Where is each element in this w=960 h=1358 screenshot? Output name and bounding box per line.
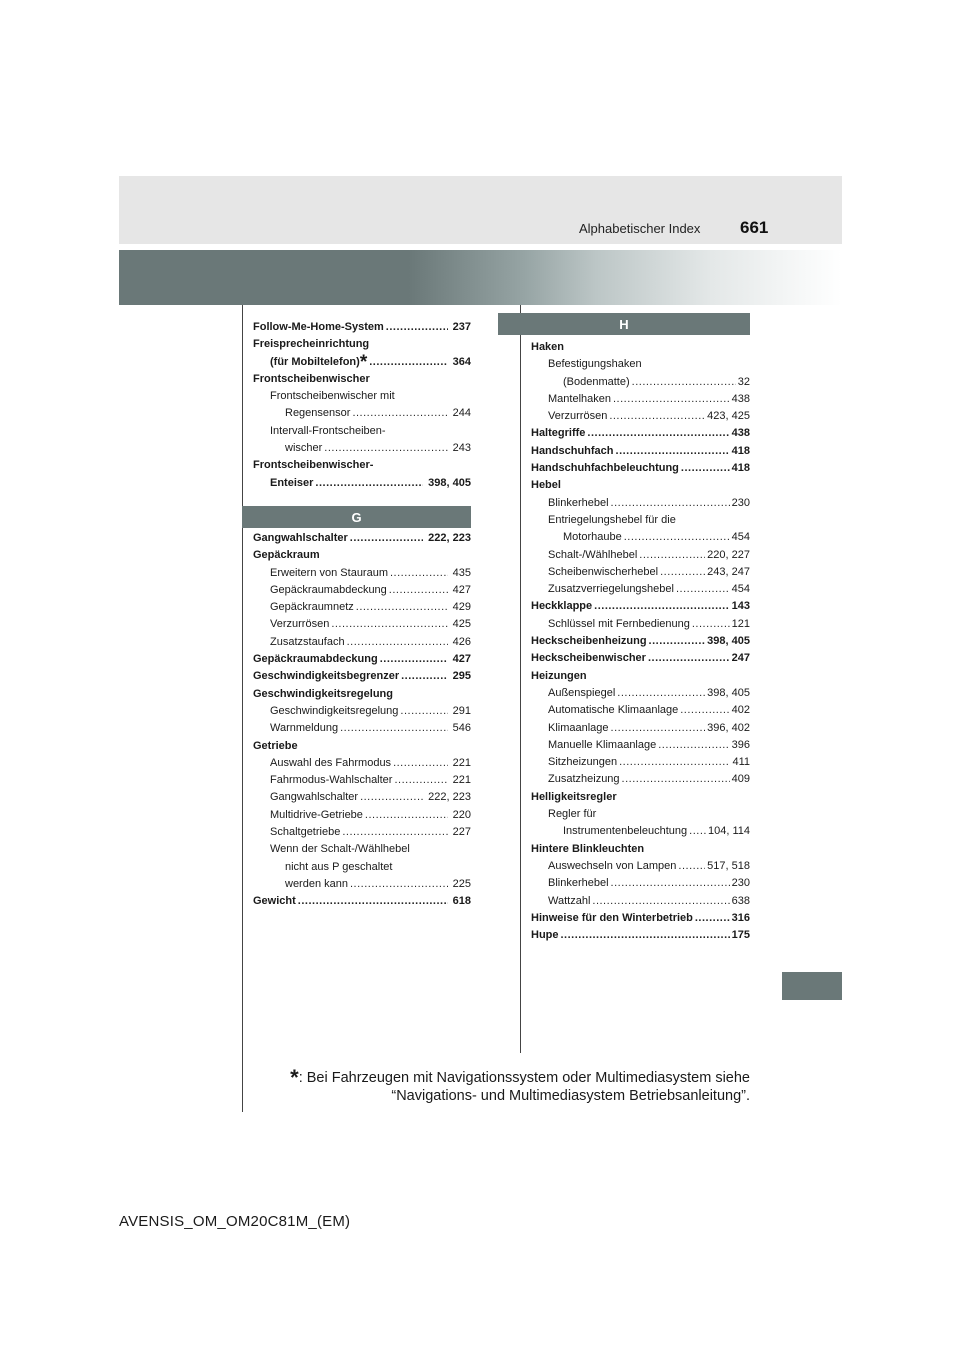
entry-term: Zusatzheizung bbox=[548, 773, 620, 786]
entry-page-ref: 243, 247 bbox=[707, 565, 750, 578]
index-entry bbox=[253, 582, 471, 599]
dot-leader bbox=[594, 598, 729, 615]
index-entry bbox=[531, 737, 750, 754]
index-entry bbox=[253, 319, 471, 336]
entry-page-ref: 364 bbox=[452, 355, 471, 368]
index-entry bbox=[253, 841, 471, 858]
index-entry bbox=[253, 651, 471, 668]
index-entry bbox=[531, 339, 750, 356]
index-entry bbox=[531, 702, 750, 719]
entry-term: Mantelhaken bbox=[548, 392, 611, 405]
dot-leader bbox=[347, 634, 448, 651]
entry-page-ref: 230 bbox=[731, 496, 750, 509]
dot-leader bbox=[342, 824, 447, 841]
entry-page-ref: 220, 227 bbox=[707, 548, 750, 561]
entry-page-ref: 222, 223 bbox=[428, 791, 471, 804]
entry-page-ref: 427 bbox=[452, 653, 471, 666]
index-entry bbox=[531, 858, 750, 875]
index-column-right bbox=[531, 339, 750, 944]
dot-leader bbox=[658, 737, 729, 754]
index-entry bbox=[531, 547, 750, 564]
index-entry bbox=[531, 789, 750, 806]
entry-page-ref: 418 bbox=[731, 462, 750, 475]
entry-page-ref: 402 bbox=[731, 704, 750, 717]
dot-leader bbox=[639, 547, 705, 564]
dot-leader bbox=[649, 633, 706, 650]
index-entry bbox=[253, 738, 471, 755]
entry-page-ref: 121 bbox=[731, 617, 750, 630]
entry-page-ref: 398, 405 bbox=[707, 686, 750, 699]
dot-leader bbox=[365, 807, 448, 824]
entry-page-ref: 396 bbox=[731, 738, 750, 751]
entry-term: Auswechseln von Lampen bbox=[548, 859, 677, 872]
entry-page-ref: 425 bbox=[452, 618, 471, 631]
entry-page-ref: 225 bbox=[452, 877, 471, 890]
entry-term: Motorhaube bbox=[563, 531, 622, 544]
entry-page-ref: 237 bbox=[452, 321, 471, 333]
entry-page-ref: 454 bbox=[731, 531, 750, 544]
entry-page-ref: 438 bbox=[731, 427, 750, 440]
dot-leader bbox=[390, 565, 448, 582]
index-entry bbox=[531, 512, 750, 529]
entry-term: Handschuhfachbeleuchtung bbox=[531, 462, 679, 475]
entry-term: Auswahl des Fahrmodus bbox=[270, 756, 392, 769]
entry-page-ref: 247 bbox=[731, 652, 750, 665]
left-rule bbox=[242, 305, 243, 1112]
entry-term: Scheibenwischerhebel bbox=[548, 565, 659, 578]
entry-term: Getriebe bbox=[253, 739, 298, 752]
dot-leader bbox=[587, 425, 729, 442]
entry-term: werden kann bbox=[285, 877, 348, 890]
entry-term: Helligkeitsregler bbox=[531, 790, 617, 803]
index-entry bbox=[531, 771, 750, 788]
dot-leader bbox=[350, 530, 423, 547]
entry-term: Außenspiegel bbox=[548, 686, 616, 699]
dot-leader bbox=[393, 755, 448, 772]
dot-leader bbox=[561, 927, 730, 944]
entry-page-ref: 295 bbox=[452, 670, 471, 683]
dot-leader bbox=[692, 616, 730, 633]
entry-term: Heizungen bbox=[531, 669, 587, 682]
dot-leader bbox=[401, 668, 448, 685]
entry-page-ref: 175 bbox=[731, 929, 750, 942]
entry-page-ref: 618 bbox=[452, 895, 471, 908]
entry-page-ref: 104, 114 bbox=[707, 825, 750, 838]
entry-term: Multidrive-Getriebe bbox=[270, 808, 363, 821]
dot-leader bbox=[386, 319, 448, 336]
entry-term: Zusatzverriegelungshebel bbox=[548, 583, 674, 596]
index-entry bbox=[531, 477, 750, 494]
entry-page-ref: 454 bbox=[731, 583, 750, 596]
index-column-left bbox=[253, 319, 471, 492]
entry-term: Freisprecheinrichtung bbox=[253, 338, 370, 351]
index-entry bbox=[253, 634, 471, 651]
entry-term: Enteiser bbox=[270, 476, 314, 489]
entry-term: Geschwindigkeitsregelung bbox=[253, 687, 393, 700]
dot-leader bbox=[356, 599, 448, 616]
entry-page-ref: 409 bbox=[731, 773, 750, 786]
entry-term: nicht aus P geschaltet bbox=[285, 860, 393, 873]
entry-page-ref: 398, 405 bbox=[707, 635, 750, 648]
entry-term: Haken bbox=[531, 341, 565, 353]
dot-leader bbox=[680, 702, 729, 719]
chapter-tab bbox=[782, 972, 842, 1000]
index-entry bbox=[253, 876, 471, 893]
index-entry bbox=[253, 789, 471, 806]
index-entry bbox=[531, 581, 750, 598]
index-entry bbox=[531, 443, 750, 460]
index-entry bbox=[253, 599, 471, 616]
entry-term: Sitzheizungen bbox=[548, 756, 618, 769]
index-entry bbox=[531, 910, 750, 927]
entry-page-ref: 291 bbox=[452, 704, 471, 717]
footnote-line-1 bbox=[290, 1062, 750, 1088]
entry-term: Handschuhfach bbox=[531, 444, 614, 457]
entry-page-ref: 222, 223 bbox=[428, 532, 471, 544]
entry-term: Gepäckraumnetz bbox=[270, 601, 354, 614]
dot-leader bbox=[678, 858, 705, 875]
letter-g: G bbox=[351, 509, 362, 525]
dot-leader bbox=[648, 650, 730, 667]
entry-page-ref: 418 bbox=[731, 444, 750, 457]
letter-bar-g bbox=[242, 506, 471, 528]
entry-term: Haltegriffe bbox=[531, 427, 586, 440]
entry-term: Blinkerhebel bbox=[548, 877, 609, 890]
entry-term: Entriegelungshebel für die bbox=[548, 513, 676, 526]
entry-page-ref: 426 bbox=[452, 635, 471, 648]
entry-term: Regler für bbox=[548, 808, 597, 821]
entry-page-ref: 517, 518 bbox=[707, 859, 750, 872]
index-entry: (für Mobiltelefon) * ..... 364 bbox=[253, 354, 471, 371]
g-entries bbox=[253, 530, 471, 911]
dot-leader bbox=[611, 720, 706, 737]
entry-page-ref: 316 bbox=[731, 911, 750, 924]
index-entry bbox=[531, 598, 750, 615]
entry-term: Regensensor bbox=[285, 407, 351, 420]
dot-leader bbox=[622, 771, 730, 788]
entry-page-ref: 398, 405 bbox=[428, 476, 471, 489]
dot-leader bbox=[611, 875, 730, 892]
dot-leader bbox=[331, 616, 447, 633]
dot-leader bbox=[660, 564, 705, 581]
section-title: Alphabetischer Index bbox=[579, 221, 701, 236]
index-entry bbox=[253, 565, 471, 582]
entry-page-ref: 244 bbox=[452, 407, 471, 420]
entry-term: Intervall-Frontscheiben- bbox=[270, 424, 386, 437]
entry-term: Fahrmodus-Wahlschalter bbox=[270, 774, 393, 787]
dot-leader bbox=[619, 754, 730, 771]
header-band bbox=[119, 176, 842, 244]
index-entry bbox=[531, 356, 750, 373]
entry-term: Hebel bbox=[531, 479, 561, 492]
entry-term: Frontscheibenwischer bbox=[253, 372, 370, 385]
entry-term: Schlüssel mit Fernbedienung bbox=[548, 617, 690, 630]
entry-page-ref: 438 bbox=[731, 392, 750, 405]
index-entry bbox=[531, 650, 750, 667]
entry-term: Heckscheibenheizung bbox=[531, 635, 647, 648]
index-entry bbox=[531, 374, 750, 391]
index-entry bbox=[253, 405, 471, 422]
dot-leader bbox=[689, 823, 706, 840]
index-entry bbox=[531, 893, 750, 910]
dot-leader bbox=[298, 893, 448, 910]
dot-leader bbox=[609, 408, 705, 425]
index-entry bbox=[531, 564, 750, 581]
index-entry bbox=[253, 720, 471, 737]
index-entry bbox=[531, 754, 750, 771]
index-entry bbox=[253, 668, 471, 685]
index-entry bbox=[253, 440, 471, 457]
gradient-banner bbox=[119, 250, 842, 305]
index-entry bbox=[531, 927, 750, 944]
dot-leader bbox=[389, 582, 448, 599]
letter-h: H bbox=[619, 316, 629, 332]
index-entry bbox=[253, 457, 471, 474]
index-entry bbox=[531, 460, 750, 477]
entry-page-ref: 143 bbox=[731, 600, 750, 613]
index-entry bbox=[531, 720, 750, 737]
entry-term: Wenn der Schalt-/Wählhebel bbox=[270, 843, 410, 856]
entry-page-ref: 638 bbox=[731, 894, 750, 907]
index-entry bbox=[531, 823, 750, 840]
page-number: 661 bbox=[740, 218, 769, 237]
entry-term: Verzurrösen bbox=[548, 410, 608, 423]
entry-term: Klimaanlage bbox=[548, 721, 609, 734]
dot-leader bbox=[681, 460, 730, 477]
dot-leader bbox=[350, 876, 448, 893]
index-entry bbox=[531, 875, 750, 892]
entry-term: Zusatzstaufach bbox=[270, 635, 345, 648]
footnote-line-2 bbox=[391, 1088, 750, 1104]
entry-page-ref: 396, 402 bbox=[707, 721, 750, 734]
footnote-star: * bbox=[290, 1065, 299, 1090]
index-entry bbox=[253, 807, 471, 824]
entry-term: Automatische Klimaanlage bbox=[548, 704, 679, 717]
document-code: AVENSIS_OM_OM20C81M_(EM) bbox=[119, 1213, 351, 1230]
entry-term: Heckklappe bbox=[531, 600, 593, 613]
entry-term: Warnmeldung bbox=[270, 722, 339, 735]
dot-leader bbox=[676, 581, 730, 598]
index-column-left-g bbox=[253, 530, 471, 911]
index-entry bbox=[531, 495, 750, 512]
entry-page-ref: 427 bbox=[452, 583, 471, 596]
dot-leader bbox=[624, 529, 730, 546]
index-entry bbox=[253, 703, 471, 720]
dot-leader bbox=[592, 893, 729, 910]
entry-term: Wattzahl bbox=[548, 894, 591, 907]
entry-term: Gepäckraumabdeckung bbox=[270, 583, 387, 596]
entry-term: (für Mobiltelefon) bbox=[270, 355, 360, 368]
entry-term: Befestigungshaken bbox=[548, 358, 642, 371]
dot-leader bbox=[360, 789, 423, 806]
entry-page-ref: 221 bbox=[452, 774, 471, 787]
f-entries bbox=[253, 319, 471, 492]
h-entries bbox=[531, 339, 750, 944]
index-entry bbox=[531, 685, 750, 702]
footnote-text-1: : Bei Fahrzeugen mit Navigationssystem oder Multimediasystem siehe bbox=[298, 1070, 750, 1086]
entry-term: Manuelle Klimaanlage bbox=[548, 738, 657, 751]
index-entry bbox=[531, 425, 750, 442]
entry-term: Gangwahlschalter bbox=[253, 532, 348, 544]
entry-page-ref: 230 bbox=[731, 877, 750, 890]
dot-leader bbox=[369, 354, 447, 371]
index-entry bbox=[253, 475, 471, 492]
entry-page-ref: 546 bbox=[452, 722, 471, 735]
index-entry bbox=[531, 529, 750, 546]
dot-leader bbox=[340, 720, 448, 737]
entry-term: Frontscheibenwischer- bbox=[253, 459, 374, 472]
index-entry bbox=[531, 391, 750, 408]
index-entry bbox=[531, 668, 750, 685]
dot-leader bbox=[315, 475, 423, 492]
entry-term: Heckscheibenwischer bbox=[531, 652, 646, 665]
entry-term: Geschwindigkeitsbegrenzer bbox=[253, 670, 400, 683]
entry-term: Gepäckraum bbox=[253, 549, 320, 562]
dot-leader bbox=[632, 374, 736, 391]
entry-term: Gewicht bbox=[253, 895, 296, 908]
entry-page-ref: 423, 425 bbox=[707, 410, 750, 423]
index-entry bbox=[253, 772, 471, 789]
entry-page-ref: 220 bbox=[452, 808, 471, 821]
letter-bar-h bbox=[498, 313, 750, 335]
dot-leader bbox=[611, 495, 730, 512]
index-entry bbox=[253, 824, 471, 841]
dot-leader bbox=[617, 685, 705, 702]
entry-term: Instrumentenbeleuchtung bbox=[563, 825, 688, 838]
entry-page-ref: 227 bbox=[452, 826, 471, 839]
footnote-text-2: “Navigations- und Multimediasystem Betriebsanleitung”. bbox=[391, 1088, 750, 1104]
entry-term: Follow-Me-Home-System bbox=[253, 321, 384, 333]
entry-term: Frontscheibenwischer mit bbox=[270, 390, 395, 403]
entry-term: Schalt-/Wählhebel bbox=[548, 548, 638, 561]
index-entry bbox=[253, 755, 471, 772]
entry-term: Geschwindigkeitsregelung bbox=[270, 704, 399, 717]
dot-leader bbox=[695, 910, 730, 927]
index-entry bbox=[531, 408, 750, 425]
dot-leader bbox=[324, 440, 447, 457]
entry-term: Hintere Blinkleuchten bbox=[531, 842, 645, 855]
dot-leader bbox=[380, 651, 448, 668]
entry-page-ref: 435 bbox=[452, 566, 471, 579]
entry-term: Hinweise für den Winterbetrieb bbox=[531, 911, 693, 924]
index-entry bbox=[253, 388, 471, 405]
entry-term: Verzurrösen bbox=[270, 618, 330, 631]
entry-page-ref: 221 bbox=[452, 756, 471, 769]
entry-term: Hupe bbox=[531, 929, 559, 942]
dot-leader bbox=[352, 405, 447, 422]
index-entry bbox=[253, 371, 471, 388]
index-entry bbox=[253, 859, 471, 876]
entry-term: Gangwahlschalter bbox=[270, 791, 359, 804]
index-entry bbox=[253, 547, 471, 564]
index-entry bbox=[253, 616, 471, 633]
entry-term: Gepäckraumabdeckung bbox=[253, 653, 378, 666]
dot-leader bbox=[616, 443, 730, 460]
index-entry bbox=[253, 893, 471, 910]
dot-leader bbox=[613, 391, 730, 408]
entry-term: (Bodenmatte) bbox=[563, 375, 630, 388]
index-entry bbox=[253, 336, 471, 353]
entry-page-ref: 429 bbox=[452, 601, 471, 614]
index-entry bbox=[531, 616, 750, 633]
entry-page-ref: 32 bbox=[737, 375, 750, 388]
index-entry bbox=[253, 530, 471, 547]
dot-leader bbox=[400, 703, 447, 720]
entry-page-ref: 411 bbox=[732, 756, 750, 769]
index-entry bbox=[531, 841, 750, 858]
entry-term: wischer bbox=[285, 442, 323, 455]
entry-term: Schaltgetriebe bbox=[270, 826, 341, 839]
entry-term: Erweitern von Stauraum bbox=[270, 566, 388, 579]
index-entry bbox=[253, 423, 471, 440]
index-entry bbox=[253, 686, 471, 703]
entry-page-ref: 243 bbox=[452, 442, 471, 455]
index-entry bbox=[531, 633, 750, 650]
dot-leader bbox=[394, 772, 447, 789]
entry-term: Blinkerhebel bbox=[548, 496, 609, 509]
center-rule bbox=[520, 305, 521, 1053]
index-entry bbox=[531, 806, 750, 823]
